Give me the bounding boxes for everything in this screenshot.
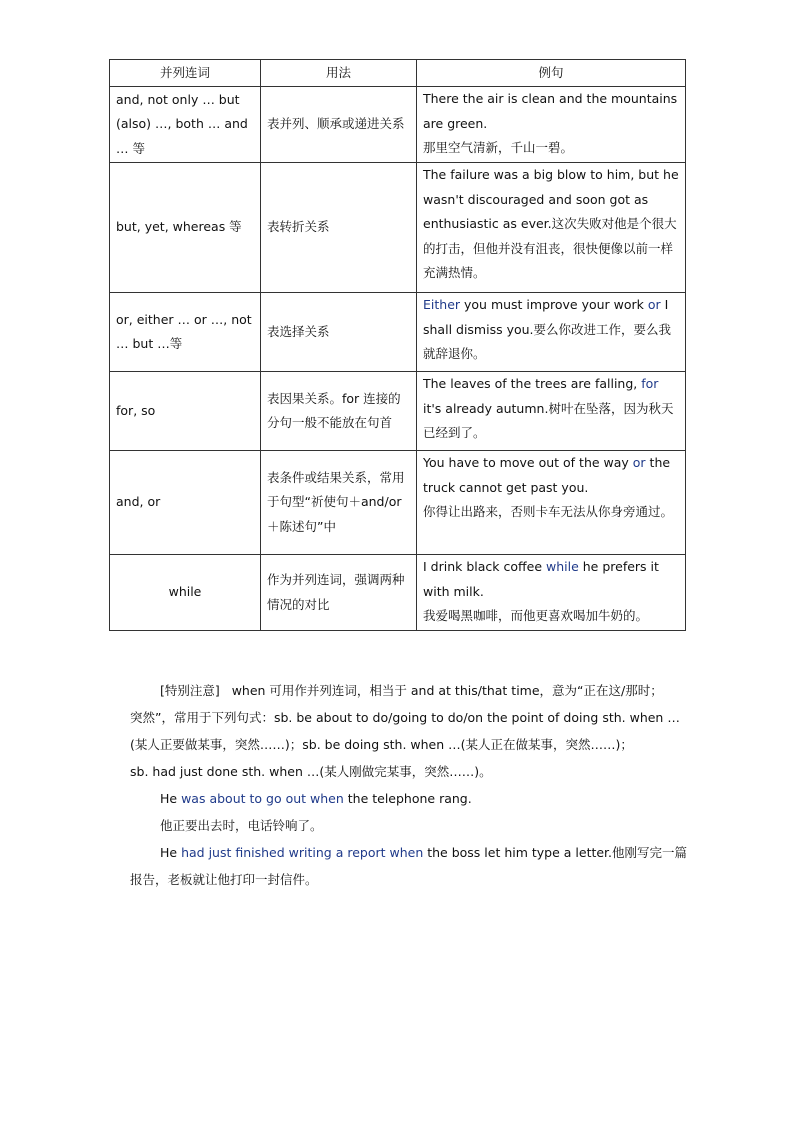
- conjunction-table: [109, 59, 686, 631]
- cell-conjunction: and, or: [110, 451, 261, 555]
- example-english: He: [160, 791, 182, 806]
- example-english: The leaves of the trees are falling,: [423, 376, 642, 391]
- example-chinese: 我爱喝黑咖啡，而他更喜欢喝加牛奶的。: [423, 608, 649, 623]
- note-text: when 可用作并列连词，相当于 and at this/that time，意为“正在这/那时；: [231, 683, 663, 698]
- example-keyword: had just finished writing a report when: [181, 845, 424, 860]
- example-english: There the air is clean and the mountains are green.: [423, 91, 678, 131]
- cell-conjunction: and, not only … but (also) …, both … and … 等: [110, 87, 261, 163]
- note-text: sb. had just done sth. when …(某人刚做完某事，突然……)。: [130, 764, 492, 779]
- cell-usage: 表转折关系: [261, 163, 417, 293]
- example-keyword: was about to go out when: [181, 791, 344, 806]
- example-chinese: 你得让出路来，否则卡车无法从你身旁通过。: [423, 504, 674, 519]
- example-english: The failure was a big blow to him, but he wasn't discouraged and soon got as enthusiastic as ever.: [423, 167, 679, 231]
- cell-usage: 表选择关系: [261, 293, 417, 372]
- note-text: 突然”，常用于下列句式：sb. be about to do/going to do/on the point of doing sth. when …: [130, 710, 680, 725]
- example-english: I drink black coffee: [423, 559, 546, 574]
- note-text: (某人正要做某事，突然……)；sb. be doing sth. when …(某人正在做某事，突然……)；: [130, 737, 633, 752]
- example-chinese: 树叶在坠落，因为秋天已经到了。: [423, 400, 674, 440]
- example-chinese: 这次失败对他是个很大的打击，但他并没有沮丧，很快便像以前一样充满热情。: [423, 216, 677, 280]
- example-keyword: or: [647, 297, 661, 312]
- header-example: 例句: [417, 60, 686, 87]
- example-chinese: 他正要出去时，电话铃响了。: [160, 818, 323, 833]
- cell-example: [417, 555, 686, 631]
- cell-conjunction: but, yet, whereas 等: [110, 163, 261, 293]
- cell-example: [417, 451, 686, 555]
- example-keyword: Either: [423, 297, 461, 312]
- table-row: [110, 293, 686, 372]
- cell-usage: 表条件或结果关系，常用于句型“祈使句＋and/or＋陈述句”中: [261, 451, 417, 555]
- cell-conjunction: or, either … or …, not … but …等: [110, 293, 261, 372]
- table-row: [110, 555, 686, 631]
- example-english: the boss let him type a letter.: [423, 845, 613, 860]
- table-header-row: [110, 60, 686, 87]
- cell-example: [417, 163, 686, 293]
- example-chinese: 报告，老板就让他打印一封信件。: [130, 872, 318, 887]
- example-keyword: while: [545, 559, 579, 574]
- note-example-1: [130, 785, 665, 812]
- table-row: [110, 163, 686, 293]
- special-note: [130, 677, 688, 893]
- note-example-2: [130, 839, 688, 866]
- example-english: He: [160, 845, 182, 860]
- cell-example: [417, 87, 686, 163]
- cell-example: [417, 293, 686, 372]
- cell-example: [417, 372, 686, 451]
- example-english: I shall dismiss you.: [423, 297, 669, 337]
- example-english: the truck cannot get past you.: [423, 455, 671, 495]
- example-english: the telephone rang.: [343, 791, 472, 806]
- table-row: [110, 451, 686, 555]
- table-row: [110, 87, 686, 163]
- cell-conjunction: for, so: [110, 372, 261, 451]
- cell-usage: 作为并列连词，强调两种情况的对比: [261, 555, 417, 631]
- example-english: you must improve your work: [460, 297, 648, 312]
- example-keyword: for: [641, 376, 659, 391]
- header-usage: 用法: [261, 60, 417, 87]
- example-chinese: 那里空气清新，千山一碧。: [423, 140, 574, 155]
- header-conjunction: 并列连词: [110, 60, 261, 87]
- cell-usage: 表并列、顺承或递进关系: [261, 87, 417, 163]
- example-keyword: or: [632, 455, 646, 470]
- example-english: he prefers it with milk.: [423, 559, 659, 599]
- example-chinese: 要么你改进工作，要么我就辞退你。: [423, 321, 672, 361]
- example-english: You have to move out of the way: [423, 455, 633, 470]
- table-row: [110, 372, 686, 451]
- example-english: it's already autumn.: [423, 400, 549, 416]
- cell-usage: 表因果关系。for 连接的分句一般不能放在句首: [261, 372, 417, 451]
- example-chinese: 他刚写完一篇: [612, 845, 688, 860]
- cell-conjunction: while: [110, 555, 261, 631]
- note-label: [特别注意]: [160, 683, 220, 698]
